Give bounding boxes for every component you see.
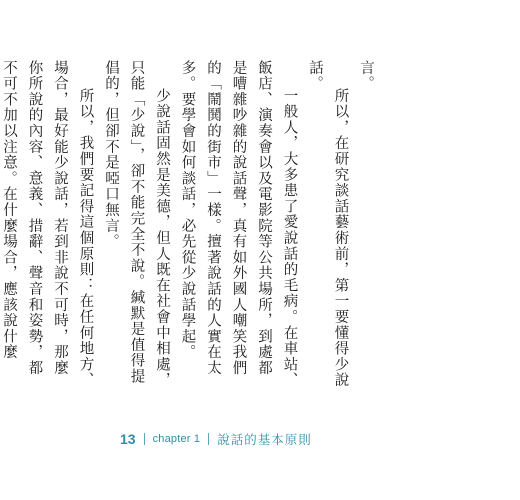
body-text — [0, 60, 378, 390]
page-footer — [120, 430, 312, 448]
footer-divider — [144, 433, 145, 445]
chapter-label: chapter 1 — [152, 433, 201, 445]
paragraph: 言。 — [358, 60, 374, 92]
paragraph: 所以，我們要記得這個原則：在任何地方、場合，最好能少說話，若到非說不可時，那麼你所說的內容、意義、措辭、聲音和姿勢，都不可不加以注意。在什麼場合，應該說什麼 — [1, 60, 94, 388]
chapter-title: 說話的基本原則 — [217, 432, 312, 447]
paragraph: 所以，在研究談話藝術前，第一要懂得少說話。 — [307, 60, 349, 388]
footer-divider — [208, 433, 209, 445]
paragraph: 少說話固然是美德，但人既在社會中相處，只能「少說」，卻不能完全不說。緘默是值得提倡的，但卻不是啞口無言。 — [103, 60, 170, 388]
paragraph: 一般人，大多患了愛說話的毛病。在車站、飯店、演奏會以及電影院等公共場所，到處都是嘈雜吵雜的說話聲，真有如外國人嘲笑我們的「鬧鬨的街市」一樣。擅著說話的人實在太多。要學會如何談話，必先從少說話學起。 — [179, 60, 298, 388]
page-number: 13 — [120, 431, 136, 447]
